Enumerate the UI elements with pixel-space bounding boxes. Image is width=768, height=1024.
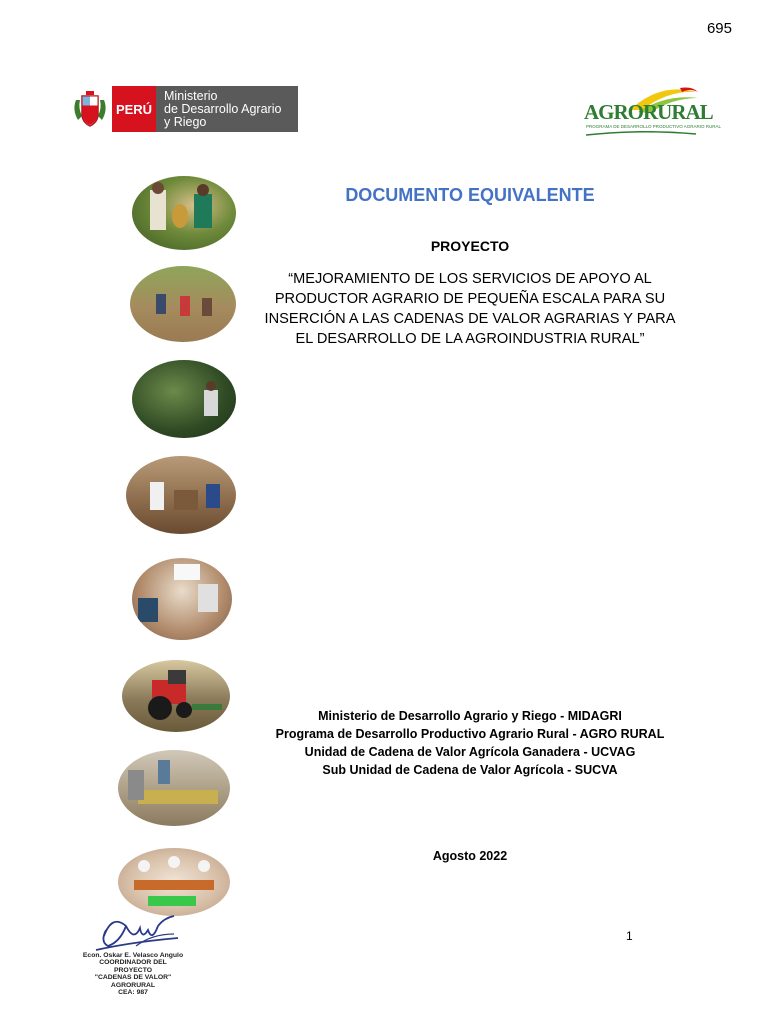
agrorural-tagline: PROGRAMA DE DESARROLLO PRODUCTIVO AGRARIO RURAL [586,124,722,129]
ministry-logo [72,86,298,132]
agrorural-underline-icon [586,131,696,137]
photo-field-workers [130,266,236,342]
photo-sorting-line [118,848,230,916]
ministry-line-3: y Riego [164,115,207,129]
ministry-line-1: Ministerio [164,89,218,103]
ministry-line-2: de Desarrollo Agrario [164,102,282,116]
peru-label: PERÚ [112,86,156,132]
footer-page-number: 1 [626,929,633,943]
photo-forest [132,360,236,438]
photo-harvest [132,176,236,250]
document-date: Agosto 2022 [432,849,508,863]
project-label: PROYECTO [430,238,510,254]
peru-coat-of-arms-icon [72,90,108,130]
institution-agrorural: Programa de Desarrollo Productivo Agrario Rural - AGRO RURAL [275,727,665,741]
agrorural-logo [580,86,722,138]
stamp-line-project: "CADENAS DE VALOR" [94,974,172,982]
stamp-line-org: AGRORURAL [110,981,156,989]
institution-ucvag: Unidad de Cadena de Valor Agrícola Ganadera - UCVAG [304,745,636,759]
signature-stamp [80,952,186,996]
institutions-list [260,707,680,779]
agrorural-name: AGRORURAL [584,100,713,124]
page-number: 695 [706,20,732,37]
institution-midagri: Ministerio de Desarrollo Agrario y Riego - MIDAGRI [318,709,622,723]
stamp-line-name: Econ. Oskar E. Velasco Angulo [82,952,184,959]
photo-indoor-processing [132,558,232,640]
institution-sucva: Sub Unidad de Cadena de Valor Agrícola - SUCVA [322,763,618,777]
photo-farmers-soil [126,456,236,534]
photo-tractor [122,660,230,732]
stamp-line-cea: CEA: 987 [118,989,148,997]
project-name: “MEJORAMIENTO DE LOS SERVICIOS DE APOYO AL PRODUCTOR AGRARIO DE PEQUEÑA ESCALA PARA SU INSERCIÓN A LAS CADENAS DE VALOR AGRARIAS Y PARA EL DESARROLLO DE LA AGROINDUSTRIA RURAL” [264,271,676,347]
ministry-name [156,86,298,132]
document-title: DOCUMENTO EQUIVALENTE [345,185,595,205]
photo-workshop [118,750,230,826]
stamp-line-role: COORDINADOR DEL PROYECTO [99,959,167,974]
